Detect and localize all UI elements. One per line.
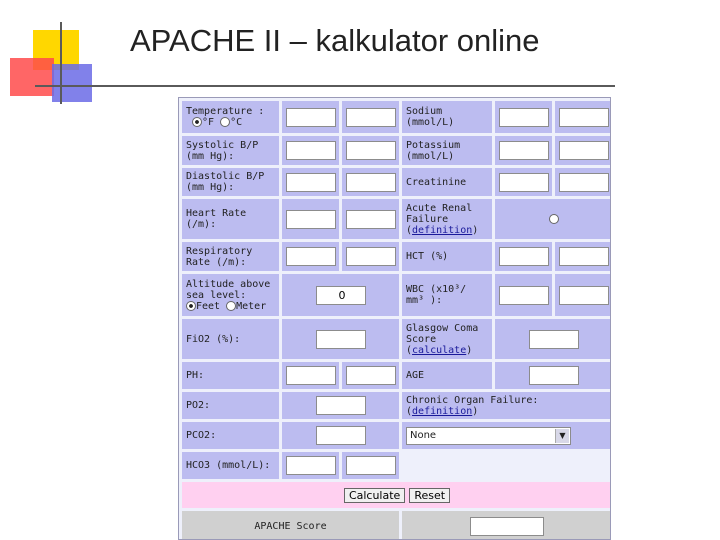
fio2-input[interactable] [316,330,366,349]
temperature-label: Temperature : [186,106,265,117]
chronic-label: Chronic Organ Failure: ( [406,394,539,417]
sodium-label-cell [402,101,492,133]
gcs-label-line1: Glasgow Coma [406,322,479,334]
gcs-input[interactable] [529,330,579,349]
hct-label: HCT (%) [402,242,492,271]
ph-label: PH: [182,362,279,389]
decor-vertical-line [60,22,62,104]
altitude-label-line1: Altitude above [186,278,271,290]
hco3-input-1[interactable] [286,456,336,475]
systolic-label-line1: Systolic B/P [186,139,259,151]
temperature-input-2[interactable] [346,108,396,127]
heart-rate-label-line1: Heart Rate [186,208,247,219]
renal-failure-definition-link[interactable]: definition [412,224,473,236]
apache-calculator-form [178,97,611,540]
ph-input-1[interactable] [286,366,336,385]
age-label: AGE [402,362,492,389]
respiratory-label-line1: Respiratory [186,245,253,257]
chronic-organ-failure-select[interactable] [406,427,571,445]
temperature-f-radio[interactable] [192,117,202,127]
heart-rate-label-line2: (/m): [186,219,217,230]
wbc-input-1[interactable] [499,286,549,305]
decor-blue-square [52,64,92,102]
gcs-label-line2: Score [406,333,437,345]
hct-input-1[interactable] [499,247,549,266]
temperature-label-cell [182,101,279,133]
diastolic-label-line2: (mm Hg): [186,182,235,193]
diastolic-input-1[interactable] [286,173,336,192]
systolic-input-2[interactable] [346,141,396,160]
hct-input-2[interactable] [559,247,609,266]
heart-rate-input-1[interactable] [286,210,336,229]
wbc-label-line2: mm³ ): [406,295,443,306]
altitude-meter-label: Meter [236,300,267,312]
respiratory-input-2[interactable] [346,247,396,266]
wbc-label-line1: WBC (x10³/ [406,284,467,295]
renal-failure-radio[interactable] [549,214,559,224]
respiratory-input-1[interactable] [286,247,336,266]
fio2-label: FiO2 (%): [182,319,279,359]
decor-red-square [10,58,54,96]
wbc-input-2[interactable] [559,286,609,305]
decor-horizontal-line [35,85,615,87]
gcs-calculate-link[interactable]: calculate [412,344,467,356]
renal-close-paren: ) [472,224,479,236]
po2-label: PO2: [182,392,279,419]
creatinine-label: Creatinine [402,168,492,196]
sodium-label-line1: Sodium [406,106,443,117]
gcs-open-paren: ( [406,344,413,356]
hco3-input-2[interactable] [346,456,396,475]
altitude-input[interactable]: 0 [316,286,366,305]
systolic-label-line2: (mm Hg): [186,150,235,162]
systolic-input-1[interactable] [286,141,336,160]
temperature-c-radio[interactable] [220,117,230,127]
temperature-f-label: °F [202,117,215,128]
altitude-feet-label: Feet [196,300,221,312]
creatinine-input-1[interactable] [499,173,549,192]
diastolic-input-2[interactable] [346,173,396,192]
apache-score-label: APACHE Score [182,511,399,540]
chronic-definition-link[interactable]: definition [412,405,473,417]
renal-failure-label-line2: Failure [406,213,449,225]
gcs-close-paren: ) [466,344,473,356]
temperature-input-1[interactable] [286,108,336,127]
diastolic-label-line1: Diastolic B/P [186,171,265,182]
reset-button[interactable]: Reset [409,488,450,503]
apache-score-output [470,517,544,536]
po2-input[interactable] [316,396,366,415]
renal-failure-label-line1: Acute Renal [406,202,473,214]
chronic-select-value: None [410,429,437,441]
creatinine-input-2[interactable] [559,173,609,192]
altitude-label-line2: sea level: [186,289,247,301]
sodium-input-1[interactable] [499,108,549,127]
respiratory-label-line2: Rate (/m): [186,256,247,268]
age-input[interactable] [529,366,579,385]
heart-rate-input-2[interactable] [346,210,396,229]
chronic-close-paren: ) [472,405,479,417]
sodium-input-2[interactable] [559,108,609,127]
slide-title: APACHE II – kalkulator online [130,23,540,58]
potassium-label-line2: (mmol/L) [406,150,455,162]
sodium-label-line2: (mmol/L) [406,117,455,128]
pco2-label: PCO2: [182,422,279,449]
temperature-c-label: °C [230,117,243,128]
chevron-down-icon[interactable]: ▼ [555,429,569,443]
ph-input-2[interactable] [346,366,396,385]
potassium-input-2[interactable] [559,141,609,160]
potassium-label-line1: Potassium [406,139,461,151]
calculate-button[interactable]: Calculate [344,488,405,503]
altitude-feet-radio[interactable] [186,301,196,311]
renal-open-paren: ( [406,224,413,236]
hco3-label: HCO3 (mmol/L): [182,452,279,479]
pco2-input[interactable] [316,426,366,445]
altitude-meter-radio[interactable] [226,301,236,311]
potassium-input-1[interactable] [499,141,549,160]
